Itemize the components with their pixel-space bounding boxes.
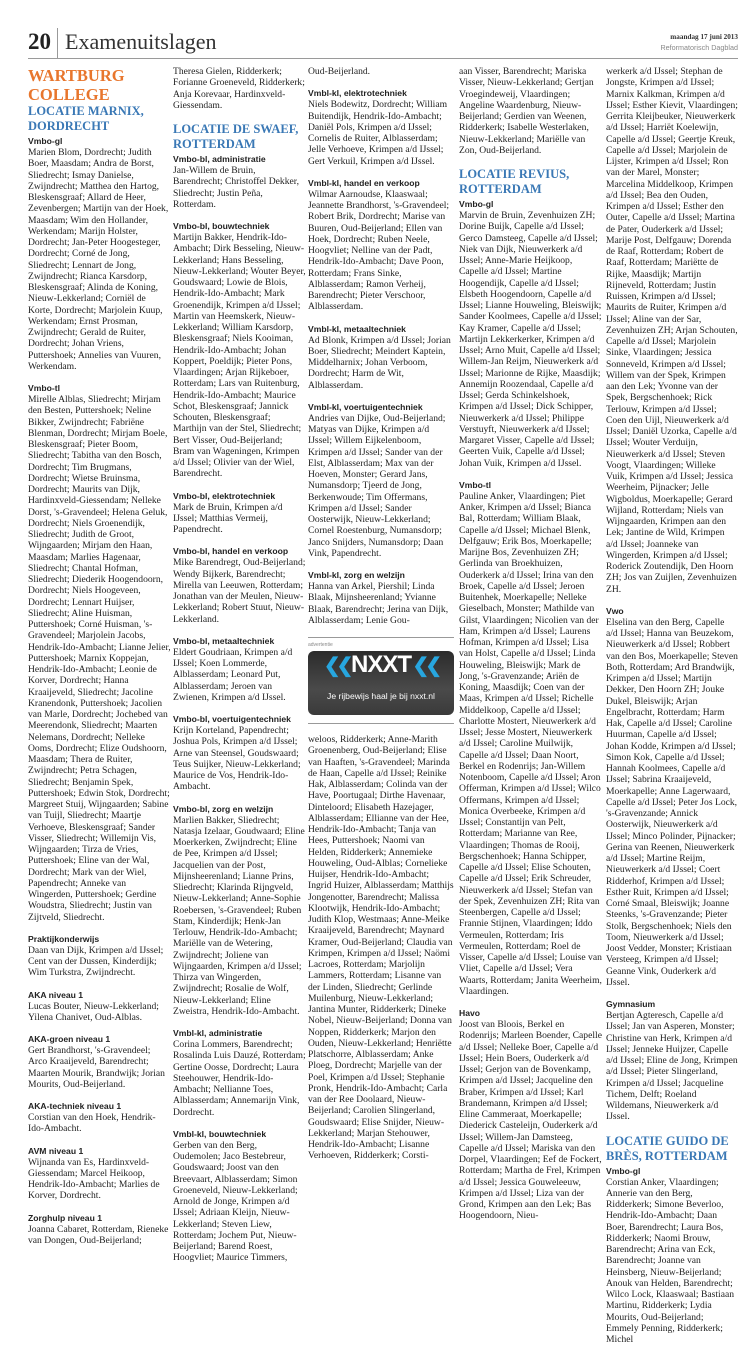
exam-level-heading: Vmbo-bl, administratie: [173, 154, 266, 164]
candidate-list: aan Visser, Barendrecht; Mariska Visser, Nieuw-Lekkerland; Gertjan Vroegindeweij, Vlaardingen; Angeline Waardenburg, Nieuw-Beijerland; Gerdien van Weenen, Ridderkerk; Isabelle Westerlaken, Nieuw-Lekkerland; Mariëlle van Zon, Oud-Beijerland.: [459, 66, 594, 156]
chevron-right-icon: ❮❮: [411, 655, 439, 677]
exam-level-heading: Vmbo-bl, metaaltechniek: [173, 635, 275, 646]
candidate-list: Corstian van den Hoek, Hendrik-Ido-Ambacht.: [28, 1112, 156, 1135]
exam-level-heading: AKA-techniek niveau 1: [28, 1101, 122, 1111]
nxxt-wordmark: NXXT: [350, 651, 411, 678]
candidate-list: weloos, Ridderkerk; Anne-Marith Groenenberg, Oud-Beijerland; Elise van Haaften, 's-Gravendeel; Marinda de Haan, Capelle a/d IJssel; Reinike Hak, Alblasserdam; Colinda van der Have, Poortugaal; Dirthe Havenaar, Dinteloord; Elisabeth Hazejager, Alblasserdam; Ellianne van der Hee, Hendrik-Ido-Ambacht; Tanja van Hees, Puttershoek; Naomi van Helden, Ridderkerk; Annemieke Houweling, Oud-Alblas; Cornelieke Huijser, Hendrik-Ido-Ambacht; Ingrid Huizer, Alblasserdam; Matthijs Jongenotter, Barendrecht; Malissa Klootwijk, Hendrik-Ido-Ambacht; Judith Klop, Westmaas; Anne-Meike Kraaijeveld, Barendrecht; Maynard Kramer, Oud-Beijerland; Claudia van Krimpen, Krimpen a/d IJssel; Naömi Lacroes, Rotterdam; Marjolijn Lammers, Rotterdam; Lisanne van der Linden, Sliedrecht; Gerlinde Muilenburg, Nieuw-Lekkerland; Jantina Munter, Ridderkerk; Dineke Nobel, Nieuw-Beijerland; Donna van Noppen, Ridderkerk; Marjon den Ouden, Nieuw-Lekkerland; Henriëtte Platschorre, Alblasserdam; Anke Ploeg, Dordrecht; Marjelle van der Poel, Krimpen a/d IJssel; Stephanie Pronk, Hendrik-Ido-Ambacht; Carla van der Ree Doolaard, Nieuw-Beijerland; Carolien Slingerland, Goudswaard; Elise Snijder, Nieuw-Lekkerland; Marjan Stehouwer, Hendrik-Ido-Ambacht; Lisanne Verhoeven, Ridderkerk; Corsti-: [308, 734, 454, 1162]
candidate-list: Eldert Goudriaan, Krimpen a/d IJssel; Koen Lommerde, Alblasserdam; Leonard Put, Alblasserdam; Jeroen van Zwienen, Krimpen a/d IJssel.: [173, 646, 293, 703]
candidate-list: Elselina van den Berg, Capelle a/d IJssel; Hanna van Beuzekom, Nieuwerkerk a/d IJssel; Robbert van den Bos, Moerkapelle; Steven Both, Rotterdam; Ard Brandwijk, Krimpen a/d IJssel; Martijn Dekker, Den Hoorn ZH; Jouke Dukel, Bleiswijk; Arjan Engelbracht, Rotterdam; Harm Hak, Capelle a/d IJssel; Caroline Huurman, Capelle a/d IJssel; Johan Kodde, Krimpen a/d IJssel; Simon Kok, Capelle a/d IJssel; Hannah Koolmees, Capelle a/d IJssel; Sabrina Kraaijeveld, Moerkapelle; Anne Lagerwaard, Capelle a/d IJssel; Peter Jos Lock, 's-Gravenzande; Annick Oosterwijk, Nieuwerkerk a/d IJssel; Minco Polinder, Pijnacker; Gerina van Reenen, Nieuwerkerk a/d IJssel; Martine Reijm, Nieuwerkerk a/d IJssel; Coert Ridderhof, Krimpen a/d IJssel; Esther Ruit, Krimpen a/d IJssel; Corné Smaal, Bleiswijk; Joanne Steenks, 's-Gravenzande; Pieter Stolk, Bergschenhoek; Niels den Toom, Nieuwerkerk a/d IJssel; Joost Vedder, Monster; Kristiaan Versteeg, Krimpen a/d IJssel; Geanne Vink, Ouderkerk a/d IJssel.: [606, 616, 738, 988]
exam-level-heading: Vmbl-kl, elektrotechniek: [308, 88, 407, 99]
location-heading: LOCATIE REVIUS, ROTTERDAM: [459, 167, 570, 196]
page-number: 20: [28, 29, 51, 54]
exam-level-heading: Vmbo-tl: [28, 383, 60, 393]
candidate-list: Corstian Anker, Vlaardingen; Annerie van den Berg, Ridderkerk; Simone Beverloo, Hendrik-Ido-Ambacht; Daan Boer, Barendrecht; Laura Bos, Ridderkerk; Naomi Brouw, Barendrecht; Arina van Eck, Barendrecht; Joanne van Heinsberg, Nieuw-Beijerland; Anouk van Helden, Barendrecht; Wilco Lock, Klaaswaal; Bastiaan Martinu, Ridderkerk; Lydia Mourits, Oud-Beijerland; Emmely Penning, Ridderkerk; Michel: [606, 1176, 735, 1345]
candidate-list: Mike Barendregt, Oud-Beijerland; Wendy Bijkerk, Barendrecht; Mirella van Leeuwen, Rotterdam; Jonathan van der Meulen, Nieuw-Lekkerland; Robert Stuut, Nieuw-Lekkerland.: [173, 557, 306, 625]
nxxt-logo: [308, 651, 454, 678]
candidate-list: Pauline Anker, Vlaardingen; Piet Anker, Krimpen a/d IJssel; Bianca Bal, Rotterdam; William Blaak, Capelle a/d IJssel; Michael Blenk, Delfgauw; Erik Bos, Moerkapelle; Marijne Bos, Zevenhuizen ZH; Gerlinda van Broekhuizen, Ouderkerk a/d IJssel; Irina van den Broek, Capelle a/d IJssel; Jeroen Buitenhek, Moerkapelle; Nelleke Gieselbach, Monster; Mathilde van Gilst, Vlaardingen; Nicolien van der Ham, Krimpen a/d IJssel; Laurens Hofman, Krimpen a/d IJssel; Lisa van Holst, Capelle a/d IJssel; Linda Houweling, Bleiswijk; Mark de Jong, 's-Gravenzande; Ariën de Koning, Maasdijk; Coen van der Maas, Krimpen a/d IJssel; Richelle Middelkoop, Capelle a/d IJssel; Charlotte Mostert, Nieuwerkerk a/d IJssel; Jesse Mostert, Nieuwerkerk a/d IJssel; Caroline Muilwijk, Capelle a/d IJssel; Daan Noort, Berkel en Rodenrijs; Jan-Willem Notenboom, Capelle a/d IJssel; Aron Offerman, Krimpen a/d IJssel; Wilco Offermans, Krimpen a/d IJssel; Monica Overbeeke, Krimpen a/d IJssel; Constantijn van Pelt, Rotterdam; Marianne van Ree, Vlaardingen; Thomas de Rooij, Bergschenhoek; Hanna Schipper, Capelle a/d IJssel; Elise Schouten, Capelle a/d IJssel; Erik Schreuder, Nieuwerkerk a/d IJssel; Stefan van der Spek, Zevenhuizen ZH; Rita van Steenbergen, Capelle a/d IJssel; Frannie Stijnen, Vlaardingen; Iddo Vermeulen, Rotterdam; Iris Vermeulen, Rotterdam; Roel de Visser, Capelle a/d IJssel; Louise van Vliet, Capelle a/d IJssel; Vera Waarts, Rotterdam; Janita Weerheim, Vlaardingen.: [459, 490, 602, 997]
exam-level-heading: Vmbo-bl, handel en verkoop: [173, 546, 289, 557]
exam-level-heading: Vmbo-gl: [28, 136, 63, 146]
candidate-list: Martijn Bakker, Hendrik-Ido-Ambacht; Dirk Besseling, Nieuw-Lekkerland; Hans Besseling, Nieuw-Lekkerland; Wouter Beyer, Goudswaard; Lowie de Blois, Hendrik-Ido-Ambacht; Mark Groenendijk, Krimpen a/d IJssel; Martin van Heemskerk, Nieuw-Lekkerland; William Karsdorp, Bleskensgraaf; Niels Kooiman, Hendrik-Ido-Ambacht; Johan Koppert, Poeldijk; Pieter Pons, Vlaardingen; Arjan Rijkeboer, Rotterdam; Lars van Ruitenburg, Hendrik-Ido-Ambacht; Maurice Schot, Bleskensgraaf; Jannick Schouten, Bleskensgraaf; Marthijn van der Stel, Sliedrecht; Bert Visser, Oud-Beijerland; Bram van Wageningen, Krimpen a/d IJssel; Olivier van der Wiel, Barendrecht.: [173, 232, 306, 480]
candidate-list: Krijn Korteland, Papendrecht; Joshua Pols, Krimpen a/d IJssel; Arne van Steensel, Goudswaard; Teus Suijker, Nieuw-Lekkerland; Maurice de Vos, Hendrik-Ido-Ambacht.: [173, 725, 301, 793]
candidate-list: Joost van Bloois, Berkel en Rodenrijs; Marleen Boender, Capelle a/d IJssel; Nelleke Boer, Capelle a/d IJssel; Hein Boers, Ouderkerk a/d IJssel; Gerjon van de Bovenkamp, Krimpen a/d IJssel; Jacqueline den Braber, Krimpen a/d IJssel; Karl Brandemann, Krimpen a/d IJssel; Eline Cammeraat, Moerkapelle; Diederick Casteleijn, Ouderkerk a/d IJssel; Willem-Jan Damsteeg, Capelle a/d IJssel; Mariska van den Dorpel, Vlaardingen; Eef de Fockert, Rotterdam; Martha de Frel, Krimpen a/d IJssel; Jessica Gouweleeuw, Krimpen a/d IJssel; Liza van der Grond, Krimpen aan den Lek; Bas Hoogendoorn, Nieu-: [459, 1019, 602, 1222]
candidate-list: Marvin de Bruin, Zevenhuizen ZH; Dorine Buijk, Capelle a/d IJssel; Gerco Damsteeg, Capelle a/d IJssel; Niek van Dijk, Nieuwerkerk a/d IJssel; Anne-Marie Heijkoop, Capelle a/d IJssel; Martine Hoogendijk, Capelle a/d IJssel; Elsbeth Hoogendoorn, Capelle a/d IJssel; Lianne Houweling, Bleiswijk; Sander Koolmees, Capelle a/d IJssel; Kay Kramer, Capelle a/d IJssel; Martijn Lekkerkerker, Krimpen a/d IJssel; Arno Muit, Capelle a/d IJssel; Willem-Jan Reijm, Nieuwerkerk a/d IJssel; Marionne de Rijke, Maasdijk; Annemijn Roozendaal, Capelle a/d IJssel; Gerda Schinkelshoek, Krimpen a/d IJssel; Dick Schipper, Nieuwerkerk a/d IJssel; Philippe Verstuyft, Nieuwerkerk a/d IJssel; Margaret Visser, Capelle a/d IJssel; Geerten Vuik, Capelle a/d IJssel; Johan Vuik, Krimpen a/d IJssel.: [459, 210, 602, 469]
exam-level-heading: Vmbo-gl: [459, 199, 494, 209]
candidate-list: Lucas Bouter, Nieuw-Lekkerland; Yilena Chanivet, Oud-Alblas.: [28, 1000, 159, 1023]
exam-level-heading: Vwo: [606, 605, 624, 616]
candidate-list: werkerk a/d IJssel; Stephan de Jongste, Krimpen a/d IJssel; Marnix Kalkman, Krimpen a/d IJssel; Esther Kievit, Vlaardingen; Gerrita Kleijbeuker, Nieuwerkerk a/d IJssel; Harriët Koelewijn, Capelle a/d IJssel; Geertje Kreuk, Capelle a/d IJssel; Marjolein de Lijster, Krimpen a/d IJssel; Ron van der Marel, Monster; Marcelina Middelkoop, Krimpen a/d IJssel; Bea den Ouden, Krimpen a/d IJssel; Esther den Outer, Capelle a/d IJssel; Martina de Pater, Ouderkerk a/d IJssel; Marije Post, Delfgauw; Dorenda de Raaf, Rotterdam; Robert de Raaf, Rotterdam; Mariëtte de Rijke, Maasdijk; Martijn Rijneveld, Rotterdam; Justin Ruissen, Krimpen a/d IJssel; Maurits de Ruiter, Krimpen a/d IJssel; Aline van der Sar, Zevenhuizen ZH; Arjan Schouten, Capelle a/d IJssel; Marjolein Sinke, Vlaardingen; Jessica Sonneveld, Krimpen a/d IJssel; Willem van der Spek, Krimpen aan den Lek; Yvonne van der Spek, Bergschenhoek; Rick Terlouw, Krimpen a/d IJssel; Coen den Uijl, Nieuwerkerk a/d IJssel; Daniël Uzorka, Capelle a/d IJssel; Wouter Verduijn, Nieuwerkerk a/d IJssel; Steven Voogt, Vlaardingen; Willeke Vuik, Krimpen a/d IJssel; Jessica Weerheim, Pijnacker; Jelle Wigboldus, Moerkapelle; Gerard Wijland, Rotterdam; Niels van Wijngaarden, Krimpen aan den Lek; Jantine de Wild, Krimpen a/d IJssel; Joanneke van Wingerden, Krimpen a/d IJssel; Roderick Zoutendijk, Den Hoorn ZH; Jos van Zuijlen, Zevenhuizen ZH.: [606, 66, 738, 595]
exam-level-heading: Vmbl-kl, administratie: [173, 1028, 263, 1038]
candidate-list: Oud-Beijerland.: [308, 66, 371, 77]
exam-level-heading: AKA-groen niveau 1: [28, 1034, 111, 1044]
exam-level-heading: AVM niveau 1: [28, 1145, 84, 1156]
exam-level-heading: Vmbo-bl, elektrotechniek: [173, 490, 276, 501]
page-header: [28, 24, 738, 59]
column-1: [28, 66, 171, 1257]
exam-level-heading: Vmbl-kl, zorg en welzijn: [308, 570, 405, 580]
school-heading: WARTBURG COLLEGE: [28, 66, 125, 104]
candidate-list: Gert Brandhorst, 's-Gravendeel; Arco Kraaijeveld, Barendrecht; Maarten Mourik, Brandwijk; Jorian Mourits, Oud-Beijerland.: [28, 1045, 165, 1090]
issue-date: maandag 17 juni 2013: [670, 33, 738, 41]
exam-level-heading: Vmbo-bl, voertuigentechniek: [173, 714, 291, 724]
column-2: [173, 66, 306, 1275]
exam-level-heading: AKA niveau 1: [28, 989, 84, 1000]
candidate-list: Hanna van Arkel, Piershil; Linda Blaak, Mijnsheerenland; Yvianne Blaak, Barendrecht; Jerina van Dijk, Alblasserdam; Lenie Gou-: [308, 581, 449, 626]
candidate-list: Jan-Willem de Bruin, Barendrecht; Christoffel Dekker, Sliedrecht; Justin Peña, Rotterdam.: [173, 165, 299, 210]
candidate-list: Joanna Cabaret, Rotterdam, Rieneke van Dongen, Oud-Beijerland;: [28, 1223, 169, 1246]
exam-level-heading: Vmbo-tl: [459, 479, 491, 490]
dateline: [660, 33, 738, 63]
exam-level-heading: Vmbo-bl, zorg en welzijn: [173, 803, 274, 814]
advertisement: [308, 637, 454, 724]
candidate-list: Marien Blom, Dordrecht; Judith Boer, Maasdam; Andra de Borst, Sliedrecht; Ismay Danielse, Zwijndrecht; Matthea den Hartog, Bleskensgraaf; Allard de Heer, Zevenbergen; Martijn van der Hoek, Maasdam; Wim den Hollander, Werkendam; Marijn Holster, Dordrecht; Jan-Peter Hoogesteger, Dordrecht; Corné de Jong, Sliedrecht; Lennart de Jong, Zwijndrecht; Rianca Karsdorp, Bleskensgraaf; Alinda de Koning, Nieuw-Lekkerland; Corniël de Korte, Dordrecht; Marjolein Kuup, Werkendam; Ernst Prosman, Zwijndrecht; Gerald de Ruiter, Dordrecht; Johan Vriens, Puttershoek; Annelies van Vuuren, Werkendam.: [28, 147, 169, 372]
column-4: [459, 66, 602, 1233]
publication-name: Reformatorisch Dagblad: [660, 42, 738, 52]
candidate-list: Marlien Bakker, Sliedrecht; Natasja Izelaar, Goudwaard; Eline Moerkerken, Zwijndrecht; Eline de Pee, Krimpen a/d IJssel; Jacquelien van der Post, Mijnsheerenland; Lianne Prins, Sliedrecht; Klarinda Rijngveld, Nieuw-Lekkerland; Anne-Sophie Roebersen, 's-Gravendeel; Ruben Stam, Kinderdijk; Henk-Jan Terlouw, Hendrik-Ido-Ambacht; Mariëlle van de Wetering, Zwijndrecht; Joliene van Wijngaarden, Krimpen a/d IJssel; Thirza van Wingerden, Zwijndrecht; Rosalie de Wolf, Nieuw-Lekkerland; Eline Zweistra, Hendrik-Ido-Ambacht.: [173, 814, 305, 1017]
exam-level-heading: Vmbl-kl, metaaltechniek: [308, 323, 406, 334]
exam-level-heading: Zorghulp niveau 1: [28, 1212, 103, 1223]
candidate-list: Andries van Dijke, Oud-Beijerland; Matyas van Dijke, Krimpen a/d IJssel; Willem Eijkelenboom, Krimpen a/d IJssel; Sander van der Elst, Alblasserdam; Max van der Hoeven, Monster; Gerard Jans, Numansdorp; Tjeerd de Jong, Berkenwoude; Tim Offermans, Krimpen a/d IJssel; Sander Oosterwijk, Nieuw-Lekkerland; Cornel Roestenburg, Numansdorp; Janco Snijders, Numansdorp; Daan Vink, Papendrecht.: [308, 412, 446, 559]
candidate-list: Ad Blonk, Krimpen a/d IJssel; Jorian Boer, Sliedrecht; Meindert Kaptein, Middelharnix; Johan Verboom, Dordrecht; Harm de Wit, Alblasserdam.: [308, 334, 451, 391]
candidate-list: Wijnanda van Es, Hardinxveld-Giessendam; Marcel Heikoop, Hendrik-Ido-Ambacht; Marlies de Korver, Dordrecht.: [28, 1156, 160, 1202]
section-title: Examenuitslagen: [65, 29, 217, 54]
advertisement-label: advertentie: [308, 642, 333, 648]
exam-level-heading: Vmbl-kl, handel en verkoop: [308, 177, 420, 188]
exam-level-heading: Vmbo-gl: [606, 1165, 641, 1176]
chevron-left-icon: ❮❮: [323, 655, 351, 677]
exam-level-heading: Havo: [459, 1008, 481, 1018]
location-heading: LOCATIE DE SWAEF, ROTTERDAM: [173, 122, 299, 151]
candidate-list: Corina Lommers, Barendrecht; Rosalinda Luis Dauzé, Rotterdam; Gertine Oosse, Dordrecht; Laura Steehouwer, Hendrik-Ido-Ambacht; Nellianne Toes, Alblasserdam; Annemarijn Vink, Dordrecht.: [173, 1039, 306, 1118]
candidate-list: Wilmar Aarnoudse, Klaaswaal; Jeannette Brandhorst, 's-Gravendeel; Robert Brik, Dordrecht; Marise van Buuren, Oud-Beijerland; Ellen van Hoek, Dordrecht; Ruben Neele, Hoogvliet; Nelline van der Padt, Hendrik-Ido-Ambacht; Dave Poon, Rotterdam; Frans Sinke, Alblasserdam; Ramon Verheij, Barendrecht; Pieter Verschoor, Alblasserdam.: [308, 188, 450, 313]
column-3: [308, 66, 454, 1173]
candidate-list: Theresa Gielen, Ridderkerk; Forianne Groeneveld, Ridderkerk; Anja Korevaar, Hardinxveld-Giessendam.: [173, 66, 305, 111]
exam-level-heading: Vmbl-kl, bouwtechniek: [173, 1128, 267, 1139]
advertisement-tagline: Je rijbewijs haal je bij nxxt.nl: [327, 691, 435, 701]
nxxt-banner[interactable]: [308, 651, 454, 715]
candidate-list: Mirelle Alblas, Sliedrecht; Mirjam den Besten, Puttershoek; Neline Bikker, Zwijndrecht; Fabriëne Blenman, Dordrecht; Mirjam Boele, Bleskensgraaf; Pieter Boom, Sliedrecht; Tabitha van den Bosch, Dordrecht; Tim Brugmans, Dordrecht; Wietse Bruinsma, Dordrecht; Maurits van Dijk, Hardinxveld-Giessendam; Nelleke Dorst, 's-Gravendeel; Helena Geluk, Dordrecht; Niels Groenendijk, Sliedrecht; Judith de Groot, Wijngaarden; Mirjam den Haan, Maasdam; Marlies Hagenaar, Sliedrecht; Chantal Hofman, Sliedrecht; Diederik Hoogendoorn, Dordrecht; Niels Hoogeveen, Dordrecht; Lennart Huijser, Sliedrecht; Aline Huisman, Puttershoek; Corné Huisman, 's-Gravendeel; Marjolein Jacobs, Hendrik-Ido-Ambacht; Lianne Jelier, Puttershoek; Marnix Koppejan, Hendrik-Ido-Ambacht; Leonie de Korver, Dordrecht; Hanna Kraaijeveld, Sliedrecht; Jacoline Kranendonk, Puttershoek; Jacolien van Marle, Dordrecht; Jochebed van Meerendonk, Sliedrecht; Maarten Nelemans, Dordrecht; Nelleke Ooms, Dordrecht; Elize Oudshoorn, Maasdam; Thera de Ruiter, Zwijndrecht; Petra Schagen, Sliedrecht; Benjamin Spek, Puttershoek; Edwin Stok, Dordrecht; Margreet Stuij, Wijngaarden; Sabine van Tuijl, Sliedrecht; Maartje Verhoeve, Bleskensgraaf; Sander Visser, Sliedrecht; Willemijn Vis, Wijngaarden; Tirza de Vries, Puttershoek; Eline van der Wal, Dordrecht; Mark van der Wiel, Papendrecht; Anneke van Wingerden, Puttershoek; Gerdine Woudstra, Sliedrecht; Justin van Zijtveld, Sliedrecht.: [28, 394, 171, 923]
location-heading: LOCATIE GUIDO DE BRÈS, ROTTERDAM: [606, 1133, 729, 1163]
candidate-list: Bertjan Agteresch, Capelle a/d IJssel; Jan van Asperen, Monster; Christine van Herk, Krimpen a/d IJssel; Jenneke Huijzer, Capelle a/d IJssel; Eline de Jong, Krimpen a/d IJssel; Pieter Slingerland, Krimpen a/d IJssel; Jacqueline Tichem, Delft; Roeland Wildemans, Nieuwerkerk a/d IJssel.: [606, 1010, 738, 1123]
header-divider: [57, 28, 58, 58]
exam-level-heading: Praktijkonderwijs: [28, 933, 100, 944]
exam-level-heading: Vmbl-kl, voertuigentechniek: [308, 401, 423, 412]
location-heading: LOCATIE MARNIX, DORDRECHT: [28, 104, 144, 133]
exam-level-heading: Vmbo-bl, bouwtechniek: [173, 221, 270, 231]
candidate-list: Daan van Dijk, Krimpen a/d IJssel; Cent van der Dussen, Kinderdijk; Wim Turkstra, Zwijndrecht.: [28, 944, 164, 979]
candidate-list: Niels Bodewitz, Dordrecht; William Buitendijk, Hendrik-Ido-Ambacht; Daniël Pols, Krimpen a/d IJssel; Cornelis de Ruiter, Alblasserdam; Jelle Verhoeve, Krimpen a/d IJssel; Gert Verkuil, Krimpen a/d IJssel.: [308, 99, 448, 167]
candidate-list: Gerben van den Berg, Oudemolen; Jaco Bestebreur, Goudswaard; Joost van den Breevaart, Alblasserdam; Simon Groeneveld, Nieuw-Lekkerland; Arnold de Jonge, Krimpen a/d IJssel; Adriaan Kleijn, Nieuw-Lekkerland; Steven Liew, Rotterdam; Jochem Put, Nieuw-Beijerland; Barend Roest, Hoogvliet; Maurice Timmers,: [173, 1139, 298, 1264]
exam-level-heading: Gymnasium: [606, 999, 656, 1009]
candidate-list: Mark de Bruin, Krimpen a/d IJssel; Matthias Vermeij, Papendrecht.: [173, 501, 283, 535]
column-5: [606, 66, 738, 1356]
